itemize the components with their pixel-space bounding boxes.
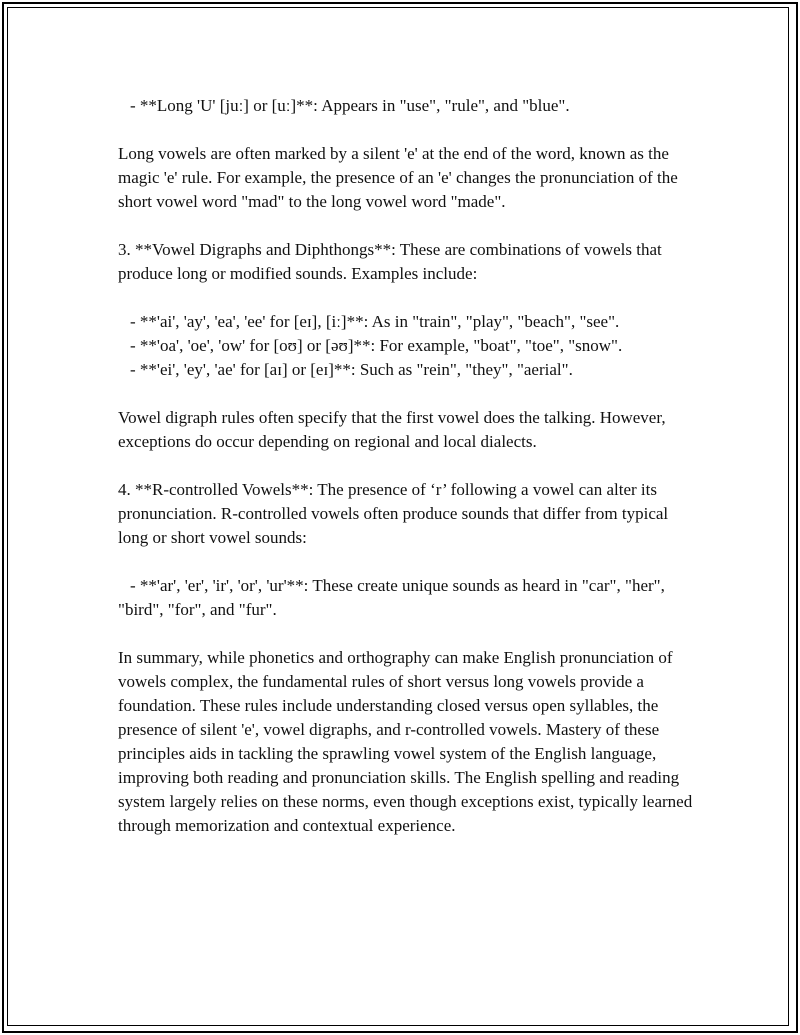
digraph-list <box>118 310 693 382</box>
r-controlled-list <box>118 574 693 622</box>
section-heading-r-controlled: 4. **R-controlled Vowels**: The presence of ‘r’ following a vowel can alter its pronunciation. R-controlled vowels often produce sounds that differ from typical long or short vowel sounds: <box>118 480 669 547</box>
paragraph-summary: In summary, while phonetics and orthography can make English pronunciation of vowels complex, the fundamental rules of short versus long vowels provide a foundation. These rules include understanding closed versus open syllables, the presence of silent 'e', vowel digraphs, and r-controlled vowels. Mastery of these principles aids in tackling the sprawling vowel system of the English language, improving both reading and pronunciation skills. The English spelling and reading system largely relies on these norms, even though exceptions exist, typically learned through memorization and contextual experience. <box>118 648 693 835</box>
list-item: - **'oa', 'oe', 'ow' for [oʊ] or [əʊ]**: For example, "boat", "toe", "snow". <box>130 336 623 355</box>
paragraph-digraph-rules: Vowel digraph rules often specify that the first vowel does the talking. However, exceptions do occur depending on regional and local dialects. <box>118 408 666 451</box>
list-item: - **'ei', 'ey', 'ae' for [aɪ] or [eɪ]**: Such as "rein", "they", "aerial". <box>130 360 573 379</box>
list-item: - **'ai', 'ay', 'ea', 'ee' for [eɪ], [iː]**: As in "train", "play", "beach", "see". <box>130 312 620 331</box>
section-heading-digraphs: 3. **Vowel Digraphs and Diphthongs**: These are combinations of vowels that produce long or modified sounds. Examples include: <box>118 240 662 283</box>
document-body <box>118 94 693 862</box>
list-item-r-controlled: - **'ar', 'er', 'ir', 'or', 'ur'**: These create unique sounds as heard in "car", "her", "bird", "for", and "fur". <box>118 576 665 619</box>
list-item-long-u: - **Long 'U' [juː] or [uː]**: Appears in "use", "rule", and "blue". <box>130 96 570 115</box>
long-u-list <box>118 94 693 118</box>
paragraph-magic-e: Long vowels are often marked by a silent 'e' at the end of the word, known as the magic 'e' rule. For example, the presence of an 'e' changes the pronunciation of the short vowel word "mad" to the long vowel word "made". <box>118 144 678 211</box>
